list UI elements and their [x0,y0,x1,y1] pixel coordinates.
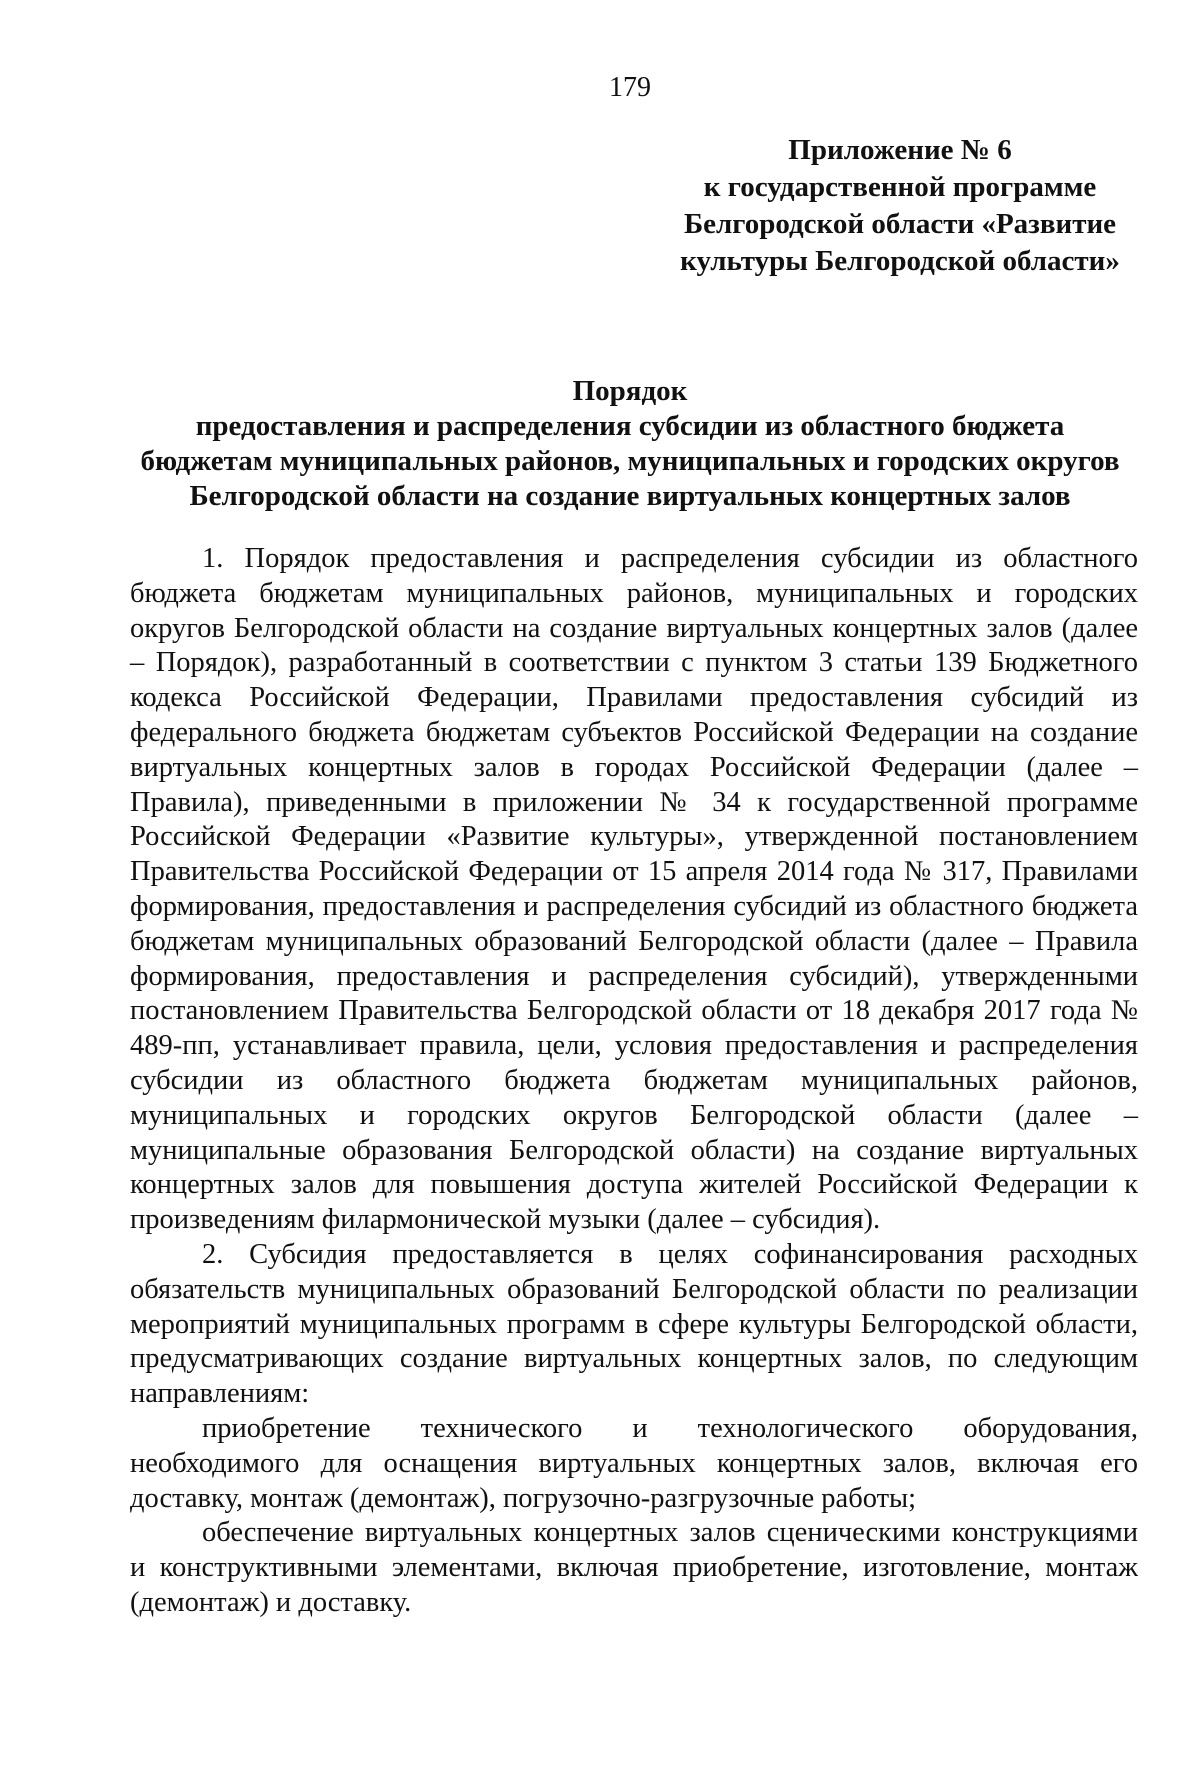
appendix-line: Приложение № 6 [788,134,1012,166]
appendix-line: к государственной программе [703,171,1097,203]
page-number: 179 [609,72,651,103]
paragraph: 2. Субсидия предоставляется в целях софинансирования расходных обязательств муниципальных образований Белгородской области по реализации мероприятий муниципальных программ в сфере культуры Белгородской области, предусматривающих создание виртуальных концертных залов, по следующим направлениям: [130,1238,1138,1410]
title-line: предоставления и распределения субсидии из областного бюджета [195,410,1065,442]
document-body [130,542,1138,1621]
paragraph: 1. Порядок предоставления и распределения субсидии из областного бюджета бюджетам муниципальных районов, муниципальных и городских округов Белгородской области на создание виртуальных концертных залов (далее – Порядок), разработанный в соответствии с пунктом 3 статьи 139 Бюджетного кодекса Российской Федерации, Правилами предоставления субсидий из федерального бюджета бюджетам субъектов Российской Федерации на создание виртуальных концертных залов в городах Российской Федерации (далее – Правила), приведенными в приложении № 34 к государственной программе Российской Федерации «Развитие культуры», утвержденной постановлением Правительства Российской Федерации от 15 апреля 2014 года № 317, Правилами формирования, предоставления и распределения субсидий из областного бюджета бюджетам муниципальных образований Белгородской области (далее – Правила формирования, предоставления и распределения субсидий), утвержденными постановлением Правительства Белгородской области от 18 декабря 2017 года № 489-пп, устанавливает правила, цели, условия предоставления и распределения субсидии из областного бюджета бюджетам муниципальных районов, муниципальных и городских округов Белгородской области (далее – муниципальные образования Белгородской области) на создание виртуальных концертных залов для повышения доступа жителей Российской Федерации к произведениям филармонической музыки (далее – субсидия). [130,543,1138,1236]
title-line: бюджетам муниципальных районов, муниципальных и городских округов [140,445,1120,477]
title-line: Порядок [572,375,688,407]
appendix-header [600,132,1200,280]
appendix-line: Белгородской области «Развитие [683,208,1117,240]
title-line: Белгородской области на создание виртуальных концертных залов [189,480,1071,512]
paragraph: приобретение технического и технологического оборудования, необходимого для оснащения виртуальных концертных залов, включая его доставку, монтаж (демонтаж), погрузочно-разгрузочные работы; [130,1412,1138,1514]
appendix-line: культуры Белгородской области» [680,245,1120,277]
document-title [120,374,1140,514]
paragraph: обеспечение виртуальных концертных залов сценическими конструкциями и конструктивными элементами, включая приобретение, изготовление, монтаж (демонтаж) и доставку. [130,1517,1138,1618]
